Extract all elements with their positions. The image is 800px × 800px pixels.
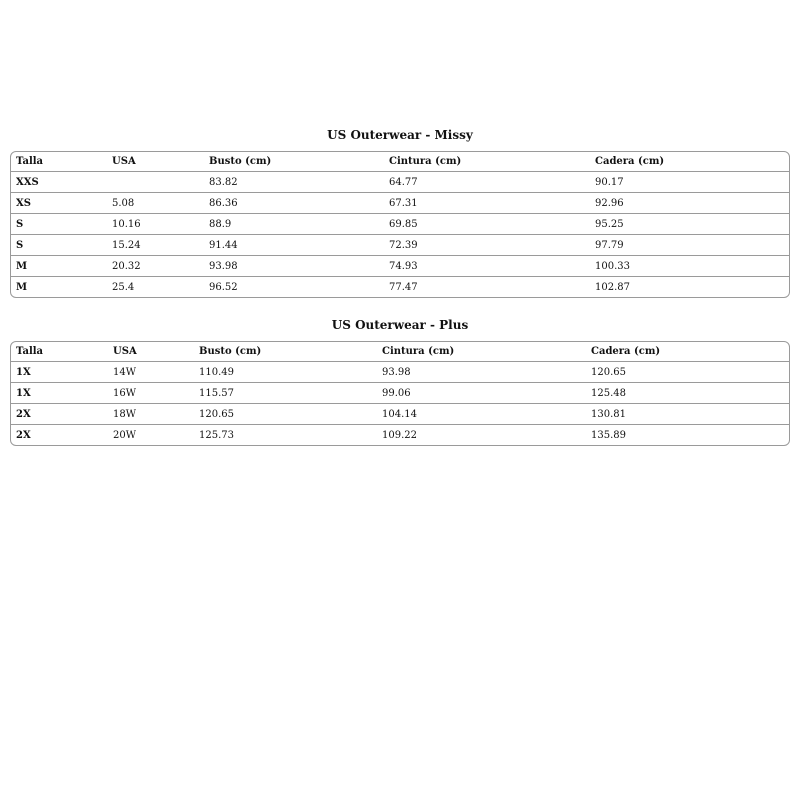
hip-cell: 102.87 xyxy=(590,277,789,298)
table-row xyxy=(11,404,789,425)
plus-header-row xyxy=(11,342,789,362)
missy-size-table xyxy=(11,152,789,297)
waist-cell: 64.77 xyxy=(384,172,590,193)
bust-cell: 91.44 xyxy=(204,235,384,256)
table-row xyxy=(11,256,789,277)
hip-cell: 92.96 xyxy=(590,193,789,214)
header-usa: USA xyxy=(113,346,137,357)
hip-cell: 90.17 xyxy=(590,172,789,193)
waist-cell: 109.22 xyxy=(377,425,586,446)
header-talla: Talla xyxy=(16,156,44,167)
size-cell: 2X xyxy=(11,404,108,425)
usa-cell: 20W xyxy=(108,425,194,446)
size-cell: M xyxy=(11,277,107,298)
table-row xyxy=(11,235,789,256)
bust-cell: 88.9 xyxy=(204,214,384,235)
waist-cell: 77.47 xyxy=(384,277,590,298)
table-row xyxy=(11,193,789,214)
size-cell: 2X xyxy=(11,425,108,446)
plus-size-chart xyxy=(10,318,790,446)
usa-cell: 5.08 xyxy=(107,193,204,214)
table-row xyxy=(11,172,789,193)
size-cell: XXS xyxy=(11,172,107,193)
usa-cell: 10.16 xyxy=(107,214,204,235)
table-row xyxy=(11,362,789,383)
waist-cell: 72.39 xyxy=(384,235,590,256)
missy-size-chart xyxy=(10,128,790,298)
header-cadera: Cadera (cm) xyxy=(591,346,661,357)
usa-cell: 14W xyxy=(108,362,194,383)
hip-cell: 97.79 xyxy=(590,235,789,256)
bust-cell: 96.52 xyxy=(204,277,384,298)
hip-cell: 120.65 xyxy=(586,362,789,383)
waist-cell: 74.93 xyxy=(384,256,590,277)
hip-cell: 135.89 xyxy=(586,425,789,446)
size-cell: S xyxy=(11,214,107,235)
header-cintura: Cintura (cm) xyxy=(389,156,462,167)
hip-cell: 130.81 xyxy=(586,404,789,425)
missy-table-frame xyxy=(10,151,790,298)
usa-cell: 16W xyxy=(108,383,194,404)
plus-chart-title: US Outerwear - Plus xyxy=(331,318,469,332)
size-cell: XS xyxy=(11,193,107,214)
hip-cell: 125.48 xyxy=(586,383,789,404)
table-row xyxy=(11,214,789,235)
size-cell: M xyxy=(11,256,107,277)
usa-cell xyxy=(107,172,204,193)
usa-cell: 18W xyxy=(108,404,194,425)
bust-cell: 93.98 xyxy=(204,256,384,277)
bust-cell: 125.73 xyxy=(194,425,377,446)
plus-table-frame xyxy=(10,341,790,446)
header-busto: Busto (cm) xyxy=(209,156,272,167)
size-cell: 1X xyxy=(11,383,108,404)
size-cell: 1X xyxy=(11,362,108,383)
size-cell: S xyxy=(11,235,107,256)
missy-header-row xyxy=(11,152,789,172)
waist-cell: 93.98 xyxy=(377,362,586,383)
waist-cell: 69.85 xyxy=(384,214,590,235)
bust-cell: 115.57 xyxy=(194,383,377,404)
header-talla: Talla xyxy=(16,346,44,357)
waist-cell: 67.31 xyxy=(384,193,590,214)
header-cadera: Cadera (cm) xyxy=(595,156,665,167)
bust-cell: 86.36 xyxy=(204,193,384,214)
usa-cell: 20.32 xyxy=(107,256,204,277)
bust-cell: 120.65 xyxy=(194,404,377,425)
table-row xyxy=(11,277,789,298)
header-busto: Busto (cm) xyxy=(199,346,262,357)
bust-cell: 110.49 xyxy=(194,362,377,383)
table-row xyxy=(11,383,789,404)
header-cintura: Cintura (cm) xyxy=(382,346,455,357)
plus-size-table xyxy=(11,342,789,445)
table-row xyxy=(11,425,789,446)
waist-cell: 99.06 xyxy=(377,383,586,404)
missy-chart-title: US Outerwear - Missy xyxy=(327,128,473,142)
hip-cell: 95.25 xyxy=(590,214,789,235)
header-usa: USA xyxy=(112,156,136,167)
bust-cell: 83.82 xyxy=(204,172,384,193)
hip-cell: 100.33 xyxy=(590,256,789,277)
usa-cell: 15.24 xyxy=(107,235,204,256)
waist-cell: 104.14 xyxy=(377,404,586,425)
usa-cell: 25.4 xyxy=(107,277,204,298)
